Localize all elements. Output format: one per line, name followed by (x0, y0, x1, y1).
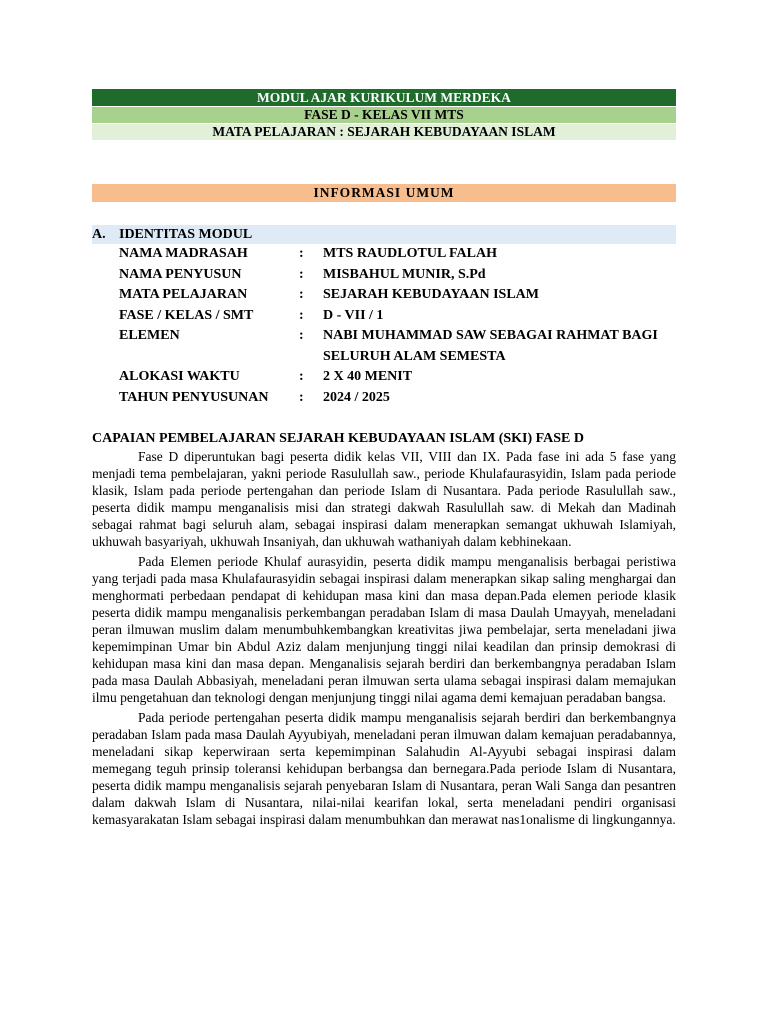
paragraph: Pada periode pertengahan peserta didik mampu menganalisis sejarah berdiri dan berkembangnya peradaban Islam pada masa Daulah Ayyubiyah, meneladani peran ilmuwan dalam kemajuan peradabannya, meneladani sikap keperwiraan serta kepemimpinan Salahudin Al-Ayyubi sebagai inspirasi dalam memegang teguh prinsip toleransi kehidupan berbangsa dan bernegara.Pada periode Islam di Nusantara, peserta didik mampu menganalisis sejarah penyebaran Islam di Nusantara, peran Wali Sanga dan pesantren dalam dakwah Islam di Nusantara, nilai-nilai kearifan lokal, serta meneladani pendiri organisasi kemasyarakatan Islam sebagai inspirasi dalam menumbuhkan dan merawat nas1onalisme di lingkungannya. (92, 710, 676, 827)
row-key: TAHUN PENYUSUNAN (119, 389, 269, 405)
row-value: MISBAHUL MUNIR, S.Pd (323, 266, 486, 282)
row-colon: : (299, 287, 304, 302)
row-colon: : (299, 369, 304, 384)
capaian-heading: CAPAIAN PEMBELAJARAN SEJARAH KEBUDAYAAN ISLAM (SKI) FASE D (92, 431, 584, 446)
row-value: 2 X 40 MENIT (323, 369, 413, 384)
table-row (119, 306, 663, 327)
paragraph: Pada Elemen periode Khulaf aurasyidin, peserta didik mampu menganalisis berbagai peristiwa yang terjadi pada masa Khulafaurasyidin sebagai inspirasi dalam menerapkan sikap saling menghargai dan menghormati perbedaan pendapat di kehidupan masa kini dan masa depan.Pada elemen periode klasik peserta didik mampu menganalisis perkembangan peradaban Islam di masa Daulah Umayyah, meneladani peran ilmuwan muslim dalam menumbuhkembangkan kreativitas jiwa pembelajar, serta meneladani jiwa kepemimpinan Umar bin Abdul Aziz dalam menjunjung tinggi nilai keadilan dan prinsip demokrasi di kehidupan masa kini dan masa depan. Menganalisis sejarah berdiri dan berkembangnya peradaban Islam pada masa Daulah Abbasiyah, meneladani peran ilmuwan serta ulama sebagai inspirasi dalam memajukan ilmu pengetahuan dan teknologi dengan menjunjung tinggi nilai agama demi kemajuan peradaban bangsa. (92, 554, 676, 705)
row-key: NAMA PENYUSUN (119, 266, 242, 282)
header-subject-bar: MATA PELAJARAN : SEJARAH KEBUDAYAAN ISLAM (92, 124, 676, 140)
identitas-modul-heading (92, 225, 252, 244)
header-phase-bar: FASE D - KELAS VII MTS (92, 107, 676, 123)
row-key: NAMA MADRASAH (119, 246, 248, 261)
row-key: MATA PELAJARAN (119, 287, 248, 302)
row-colon: : (299, 307, 304, 323)
header-title-bar: MODUL AJAR KURIKULUM MERDEKA (92, 89, 676, 106)
capaian-body (92, 448, 676, 831)
section-title: IDENTITAS MODUL (119, 227, 253, 242)
row-colon: : (299, 246, 304, 261)
identitas-table (119, 244, 663, 408)
table-row (119, 367, 663, 388)
table-row (119, 244, 663, 265)
row-value: 2024 / 2025 (323, 389, 390, 405)
table-row (119, 326, 663, 367)
section-letter: A. (92, 227, 106, 242)
row-key: ALOKASI WAKTU (119, 369, 240, 384)
table-row (119, 285, 663, 306)
row-key: ELEMEN (119, 328, 180, 343)
row-value: NABI MUHAMMAD SAW SEBAGAI RAHMAT BAGI SELURUH ALAM SEMESTA (323, 328, 658, 364)
row-key: FASE / KELAS / SMT (119, 307, 254, 323)
informasi-umum-heading: INFORMASI UMUM (92, 184, 676, 202)
table-row (119, 388, 663, 409)
document-header (92, 89, 676, 140)
row-value: D - VII / 1 (323, 307, 384, 323)
row-colon: : (299, 389, 304, 405)
paragraph: Fase D diperuntukan bagi peserta didik kelas VII, VIII dan IX. Pada fase ini ada 5 fase yang menjadi tema pembelajaran, yakni periode Rasulullah saw., periode Khulafaurasyidin, Islam pada periode klasik, Islam pada periode pertengahan dan periode Islam di Nusantara. Pada periode Rasulullah saw., peserta didik mampu menganalisis misi dan strategi dakwah Rasulullah saw. di Mekah dan Madinah sebagai rahmat bagi seluruh alam, sebagai inspirasi dalam menerapkan semangat ukhuwah Islamiyah, ukhuwah basyariyah, ukhuwah Insaniyah, dan ukhuwah wathaniyah dalam kebhinekaan. (92, 449, 676, 549)
row-value: MTS RAUDLOTUL FALAH (323, 246, 497, 261)
row-colon: : (299, 266, 304, 282)
row-colon: : (299, 328, 304, 343)
table-row (119, 265, 663, 286)
row-value: SEJARAH KEBUDAYAAN ISLAM (323, 287, 540, 302)
